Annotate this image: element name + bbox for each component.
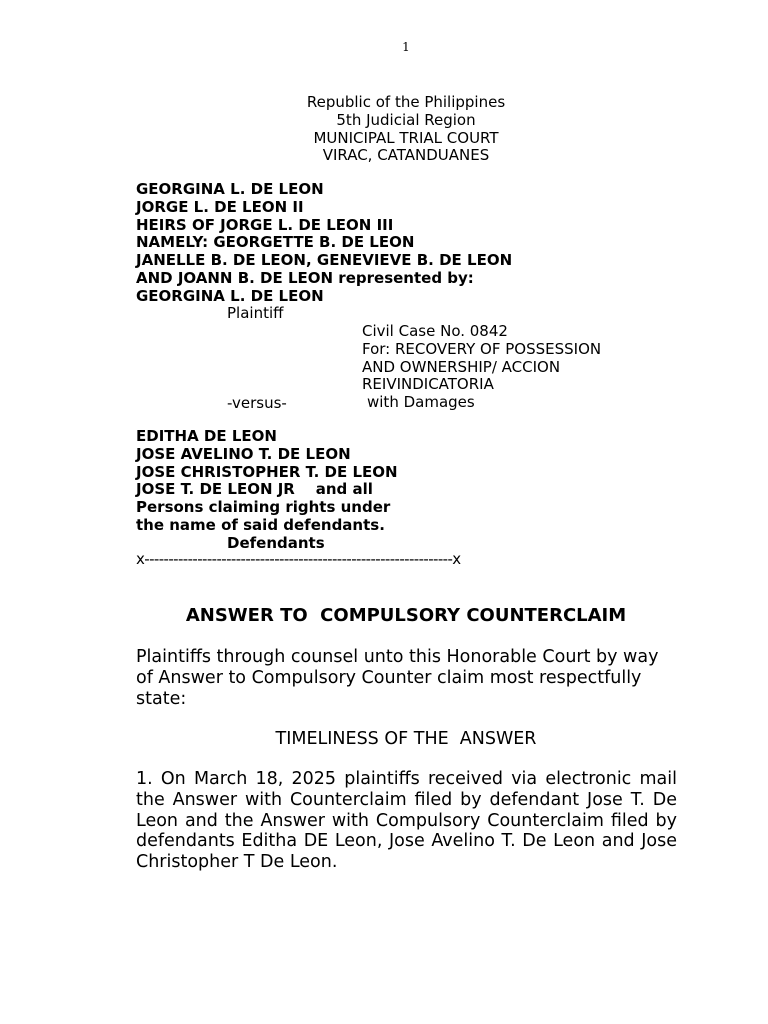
plaintiff-name: JORGE L. DE LEON II [136,197,304,216]
paragraph-1: 1. On March 18, 2025 plaintiffs received via electronic mail the Answer with Counterclaim filed by defendant Jose T. De Leon and the Answer with Compulsory Counterclaim filed by defendants Editha DE Leon, Jose Avelino T. De Leon and Jose Christopher T De Leon. [136,769,677,873]
case-nature: AND OWNERSHIP/ ACCION [362,357,561,376]
versus-label: -versus- [227,394,287,412]
plaintiff-name: JANELLE B. DE LEON, GENEVIEVE B. DE LEON [136,251,513,270]
defendant-name: JOSE AVELINO T. DE LEON [136,444,351,463]
defendant-name: EDITHA DE LEON [136,427,277,445]
court-header [0,94,768,165]
intro-paragraph: Plaintiffs through counsel unto this Honorable Court by way of Answer to Compulsory Counter claim most respectfully state: [136,647,659,709]
plaintiffs-list [136,181,512,306]
case-nature: REIVINDICATORIA [362,375,494,394]
plaintiff-name: HEIRS OF JORGE L. DE LEON III [136,215,394,234]
page-number: 1 [402,40,410,54]
court-line: VIRAC, CATANDUANES [322,146,490,165]
case-nature: For: RECOVERY OF POSSESSION [362,339,602,358]
defendant-name: JOSE T. DE LEON JR and all [136,480,373,499]
document-title: ANSWER TO COMPULSORY COUNTERCLAIM [185,605,627,626]
plaintiff-name: GEORGINA L. DE LEON [136,286,324,305]
defendant-name: JOSE CHRISTOPHER T. DE LEON [136,462,398,481]
plaintiff-name: GEORGINA L. DE LEON [136,180,324,198]
defendants-list [136,428,398,535]
case-info [362,323,601,412]
court-line: Republic of the Philippines [306,93,506,111]
plaintiff-role-label: Plaintiff [227,304,284,322]
plaintiff-name: NAMELY: GEORGETTE B. DE LEON [136,233,415,252]
defendant-role-label: Defendants [227,534,325,552]
case-number: Civil Case No. 0842 [362,322,508,340]
section-heading: TIMELINESS OF THE ANSWER [275,729,537,749]
plaintiff-name: AND JOANN B. DE LEON represented by: [136,268,474,287]
court-line: 5th Judicial Region [336,110,476,129]
court-line: MUNICIPAL TRIAL COURT [313,128,499,147]
defendant-name: the name of said defendants. [136,515,385,534]
defendant-name: Persons claiming rights under [136,498,391,517]
caption-divider: x----------------------------------------------------------------x [136,550,461,568]
case-nature: with Damages [367,393,475,412]
